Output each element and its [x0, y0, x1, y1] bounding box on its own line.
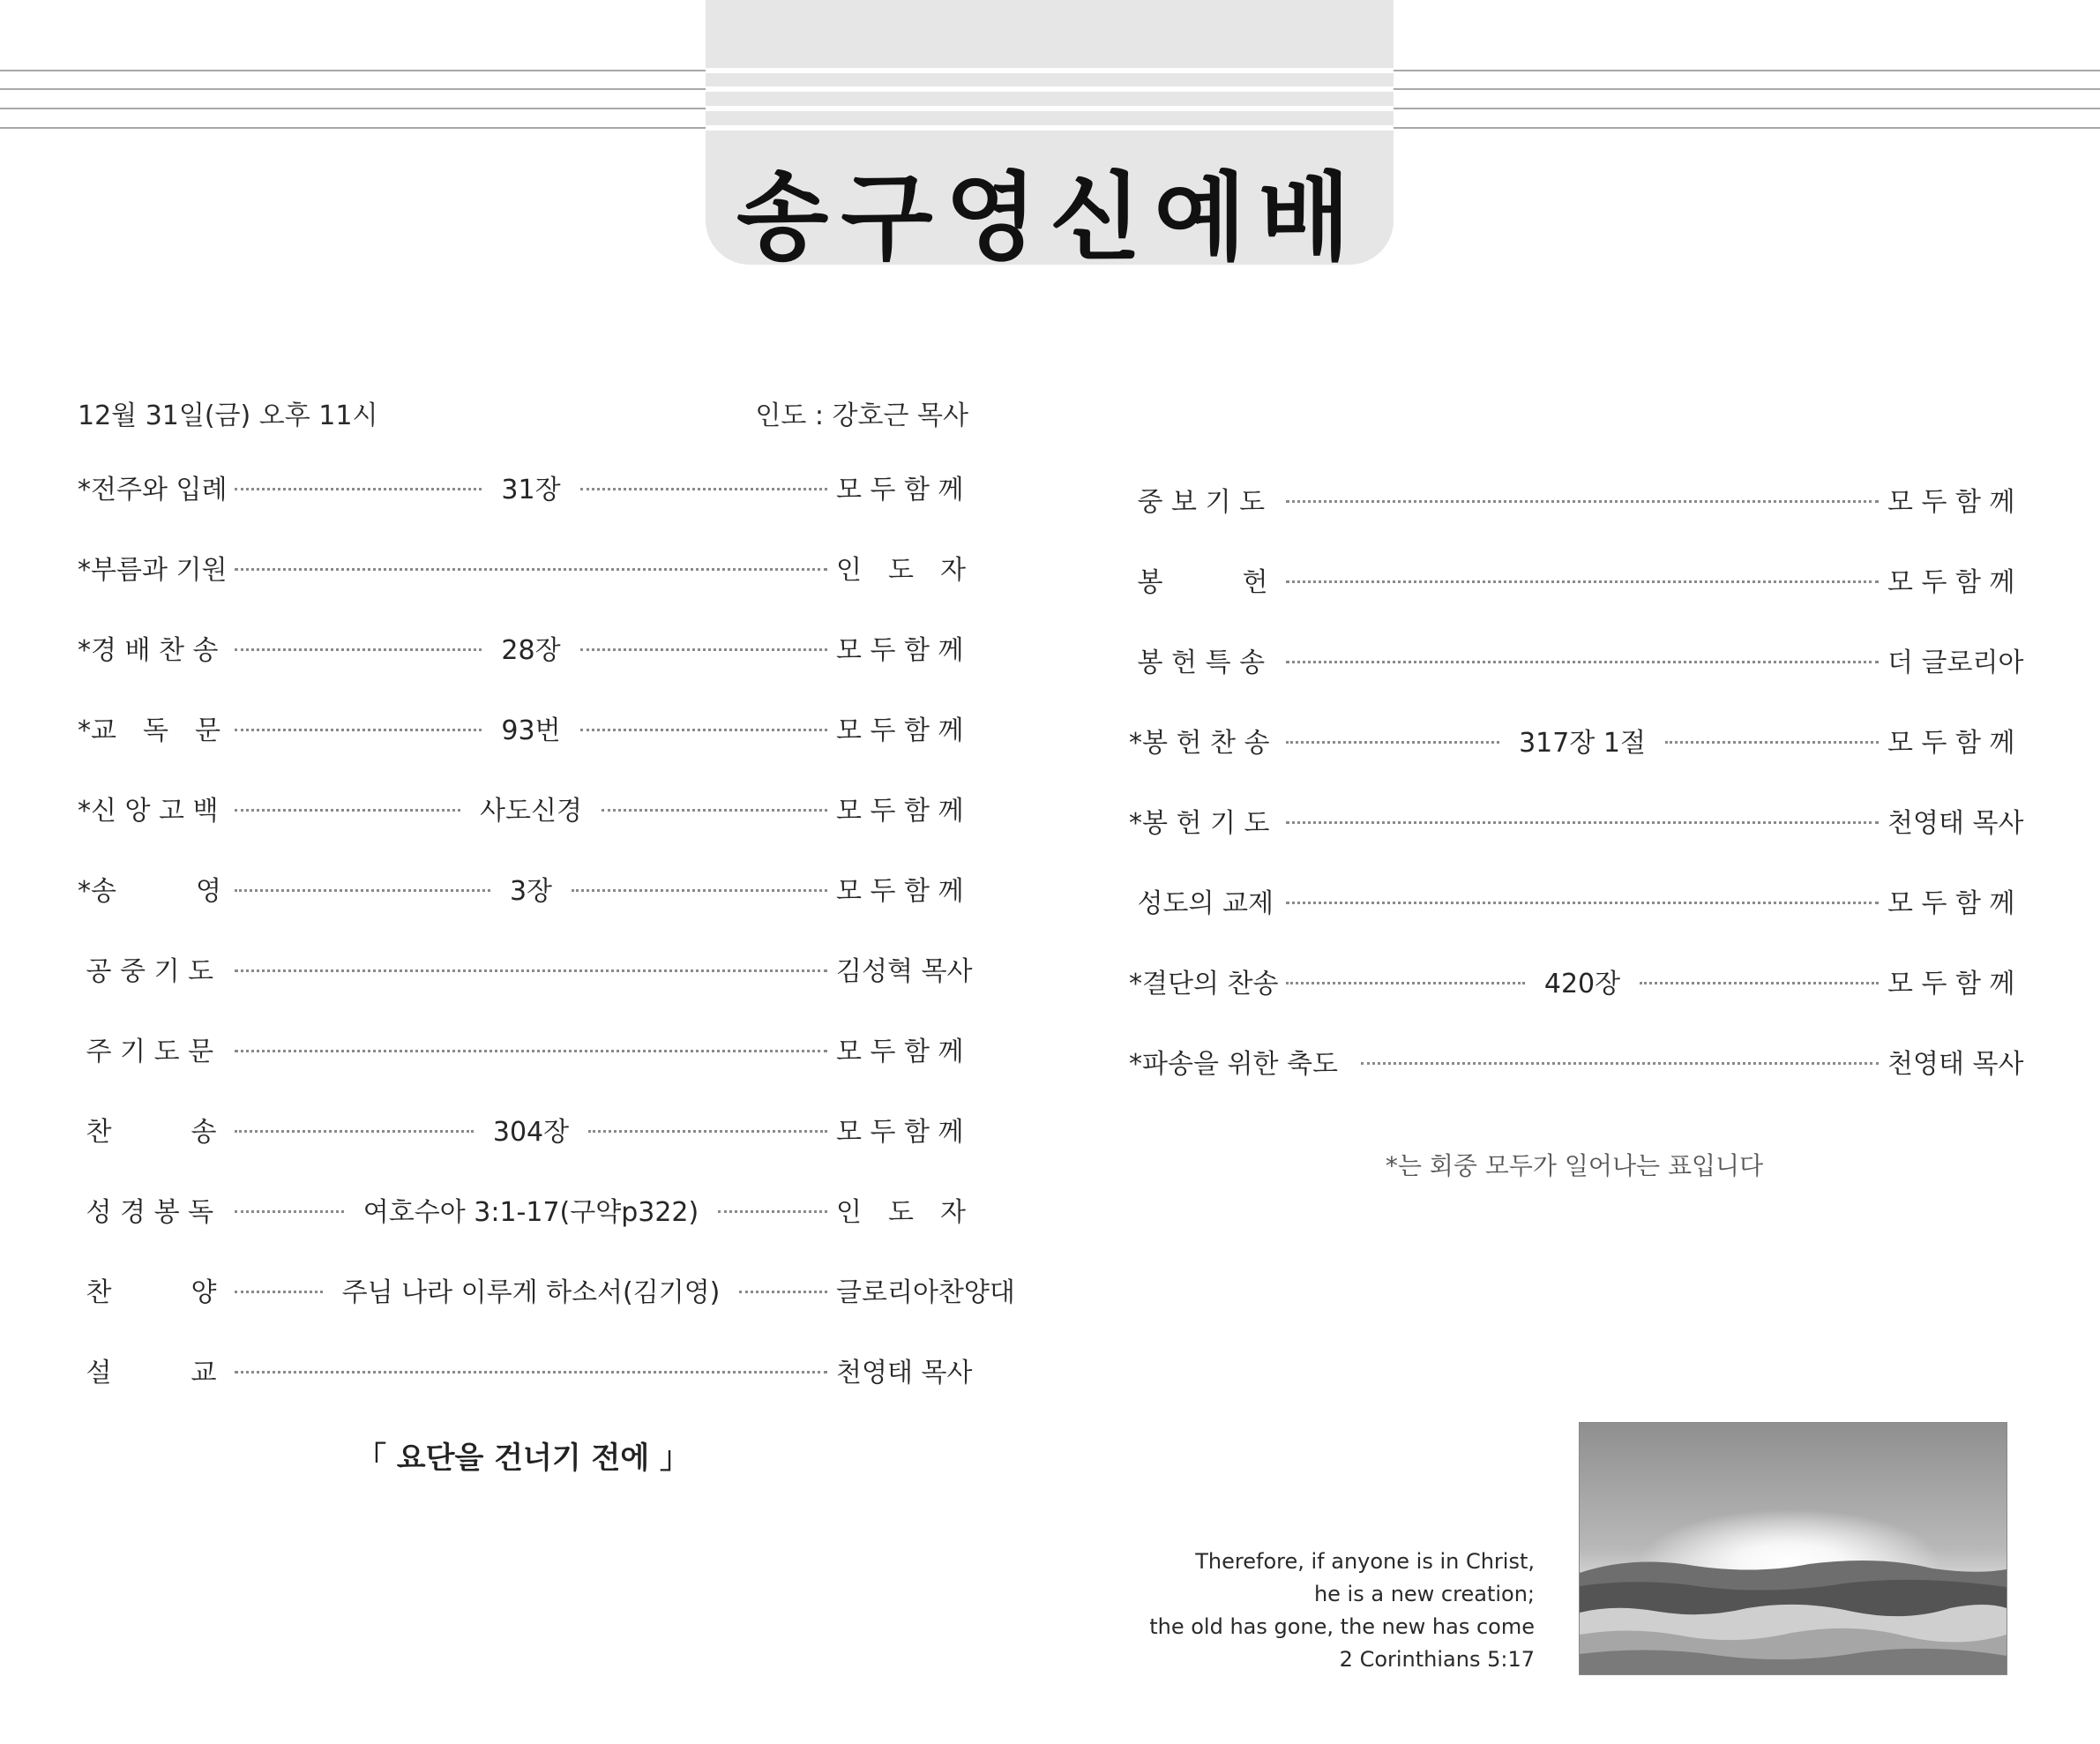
dot-leader [1286, 982, 1525, 984]
header-line-right-2 [1394, 88, 2100, 90]
program-item-detail: 주님 나라 이루게 하소서(김기영) [341, 1276, 721, 1308]
program-item-person: 모 두 함 께 [1887, 887, 2015, 919]
program-item [78, 767, 968, 848]
program-item [78, 1169, 968, 1249]
program-item-name: 찬 양 [78, 1276, 217, 1308]
dot-leader [1286, 500, 1879, 503]
dot-leader [580, 648, 827, 651]
right-item-list [1129, 459, 2024, 1101]
program-item-person: 모 두 함 께 [836, 1116, 964, 1148]
tab-stripe [706, 106, 1394, 111]
program-item-detail: 317장 1절 [1519, 727, 1646, 759]
program-item-person: 인 도 자 [836, 1196, 966, 1228]
dot-leader [572, 889, 827, 892]
program-item [78, 848, 968, 928]
header-line-right-3 [1394, 108, 2100, 109]
tab-stripe [706, 68, 1394, 73]
order-of-worship-right [1129, 459, 2024, 1101]
program-item-person: 글로리아찬양대 [836, 1276, 1015, 1308]
program-item-name: 공 중 기 도 [78, 955, 214, 987]
program-item-name: 중 보 기 도 [1129, 486, 1266, 518]
program-item-person: 모 두 함 께 [836, 875, 964, 907]
program-item-person: 모 두 함 께 [836, 1036, 964, 1067]
program-item-person: 모 두 함 께 [1887, 968, 2015, 999]
program-item-detail: 여호수아 3:1-17(구약p322) [362, 1196, 699, 1228]
verse-reference: 2 Corinthians 5:17 [1339, 1647, 1535, 1672]
sunrise-photo [1579, 1422, 2007, 1675]
dot-leader [235, 1291, 323, 1293]
bible-verse [1102, 1546, 1535, 1676]
dot-leader [235, 568, 827, 571]
dot-leader [602, 809, 827, 812]
dot-leader [235, 488, 482, 490]
program-item [1129, 539, 2020, 619]
program-item [78, 607, 968, 687]
program-item [78, 1008, 968, 1089]
dot-leader [235, 889, 490, 892]
program-item-person: 김성혁 목사 [836, 955, 973, 987]
dot-leader [235, 1050, 827, 1052]
program-item [1129, 459, 2020, 539]
dot-leader [235, 1371, 827, 1373]
program-item [1129, 1021, 2024, 1101]
header-line-left-3 [0, 108, 706, 109]
program-item-name: *송 영 [78, 875, 221, 907]
dot-leader [1286, 821, 1879, 824]
program-item-detail: 31장 [501, 474, 561, 505]
title-tab [706, 0, 1394, 265]
service-datetime: 12월 31일(금) 오후 11시 [78, 400, 378, 431]
program-item-person: 모 두 함 께 [836, 795, 964, 827]
dot-leader [235, 809, 460, 812]
dot-leader [1640, 982, 1879, 984]
program-item [78, 1249, 1015, 1329]
program-item-person: 모 두 함 께 [836, 715, 964, 746]
program-item-person: 인 도 자 [836, 554, 966, 586]
program-item-name: 성도의 교제 [1129, 887, 1274, 919]
program-item-name: 설 교 [78, 1357, 217, 1388]
tab-stripe [706, 125, 1394, 131]
program-item-name: *경 배 찬 송 [78, 634, 219, 666]
program-item [78, 1089, 968, 1169]
program-item-detail: 304장 [492, 1116, 570, 1148]
program-item [1129, 619, 2024, 700]
verse-line: he is a new creation; [1313, 1582, 1535, 1606]
header-line-right-1 [1394, 70, 2100, 71]
program-item-person: 천영태 목사 [1887, 1048, 2024, 1080]
program-item [78, 527, 968, 607]
program-item-name: 주 기 도 문 [78, 1036, 214, 1067]
program-item [78, 687, 968, 767]
program-item-name: *전주와 입례 [78, 474, 228, 505]
dot-leader [1361, 1062, 1879, 1065]
verse-line: Therefore, if anyone is in Christ, [1195, 1549, 1535, 1574]
program-item-name: *결단의 찬송 [1129, 968, 1279, 999]
dot-leader [588, 1130, 827, 1133]
page-title: 송구영신예배 [736, 162, 1363, 265]
service-leader: 인도 : 강호근 목사 [755, 400, 968, 431]
dot-leader [1286, 741, 1499, 744]
program-item-name: 봉 헌 [1129, 566, 1268, 598]
sunrise-illustration [1580, 1423, 2007, 1674]
header-line-left-4 [0, 127, 706, 129]
program-item-name: *교 독 문 [78, 715, 220, 746]
program-item-detail: 28장 [501, 634, 561, 666]
program-item [1129, 780, 2024, 860]
left-item-list [78, 446, 1015, 1410]
dot-leader [718, 1210, 827, 1213]
dot-leader [580, 729, 827, 731]
dot-leader [1665, 741, 1879, 744]
dot-leader [235, 1210, 344, 1213]
standing-note: *는 회중 모두가 일어나는 표입니다 [1385, 1151, 1764, 1180]
program-item-person: 천영태 목사 [836, 1357, 973, 1388]
program-item-person: 모 두 함 께 [1887, 727, 2015, 759]
program-item [1129, 700, 2020, 780]
program-item-person: 천영태 목사 [1887, 807, 2024, 839]
program-item-person: 모 두 함 께 [1887, 486, 2015, 518]
dot-leader [1286, 580, 1879, 583]
program-item-name: *봉 헌 찬 송 [1129, 727, 1270, 759]
program-item-name: *봉 헌 기 도 [1129, 807, 1270, 839]
program-item-name: *부름과 기원 [78, 554, 228, 586]
program-item-detail: 사도신경 [480, 795, 582, 827]
dot-leader [1286, 902, 1879, 904]
dot-leader [235, 648, 482, 651]
program-item-name: 성 경 봉 독 [78, 1196, 214, 1228]
sermon-title: 「 요단을 건너기 전에 」 [355, 1441, 691, 1476]
program-item-detail: 420장 [1543, 968, 1621, 999]
dot-leader [1286, 661, 1879, 663]
header-line-left-1 [0, 70, 706, 71]
program-item [78, 1329, 973, 1410]
program-item [78, 928, 973, 1008]
program-item-name: *신 앙 고 백 [78, 795, 219, 827]
program-item-person: 더 글로리아 [1887, 647, 2024, 678]
program-item-person: 모 두 함 께 [836, 474, 964, 505]
program-item [78, 446, 968, 527]
dot-leader [739, 1291, 827, 1293]
verse-line: the old has gone, the new has come [1149, 1614, 1535, 1639]
program-item [1129, 940, 2020, 1021]
dot-leader [235, 1130, 474, 1133]
dot-leader [580, 488, 827, 490]
program-item-detail: 3장 [509, 875, 553, 907]
program-item [1129, 860, 2020, 940]
dot-leader [235, 969, 827, 972]
program-item-name: 봉 헌 특 송 [1129, 647, 1266, 678]
header-line-right-4 [1394, 127, 2100, 129]
dot-leader [235, 729, 482, 731]
tab-stripe [706, 86, 1394, 92]
service-header [78, 379, 968, 446]
program-item-name: *파송을 위한 축도 [1129, 1048, 1338, 1080]
program-item-person: 모 두 함 께 [836, 634, 964, 666]
header-line-left-2 [0, 88, 706, 90]
program-item-detail: 93번 [501, 715, 561, 746]
program-item-name: 찬 송 [78, 1116, 217, 1148]
order-of-worship-left [78, 379, 1015, 1410]
program-item-person: 모 두 함 께 [1887, 566, 2015, 598]
